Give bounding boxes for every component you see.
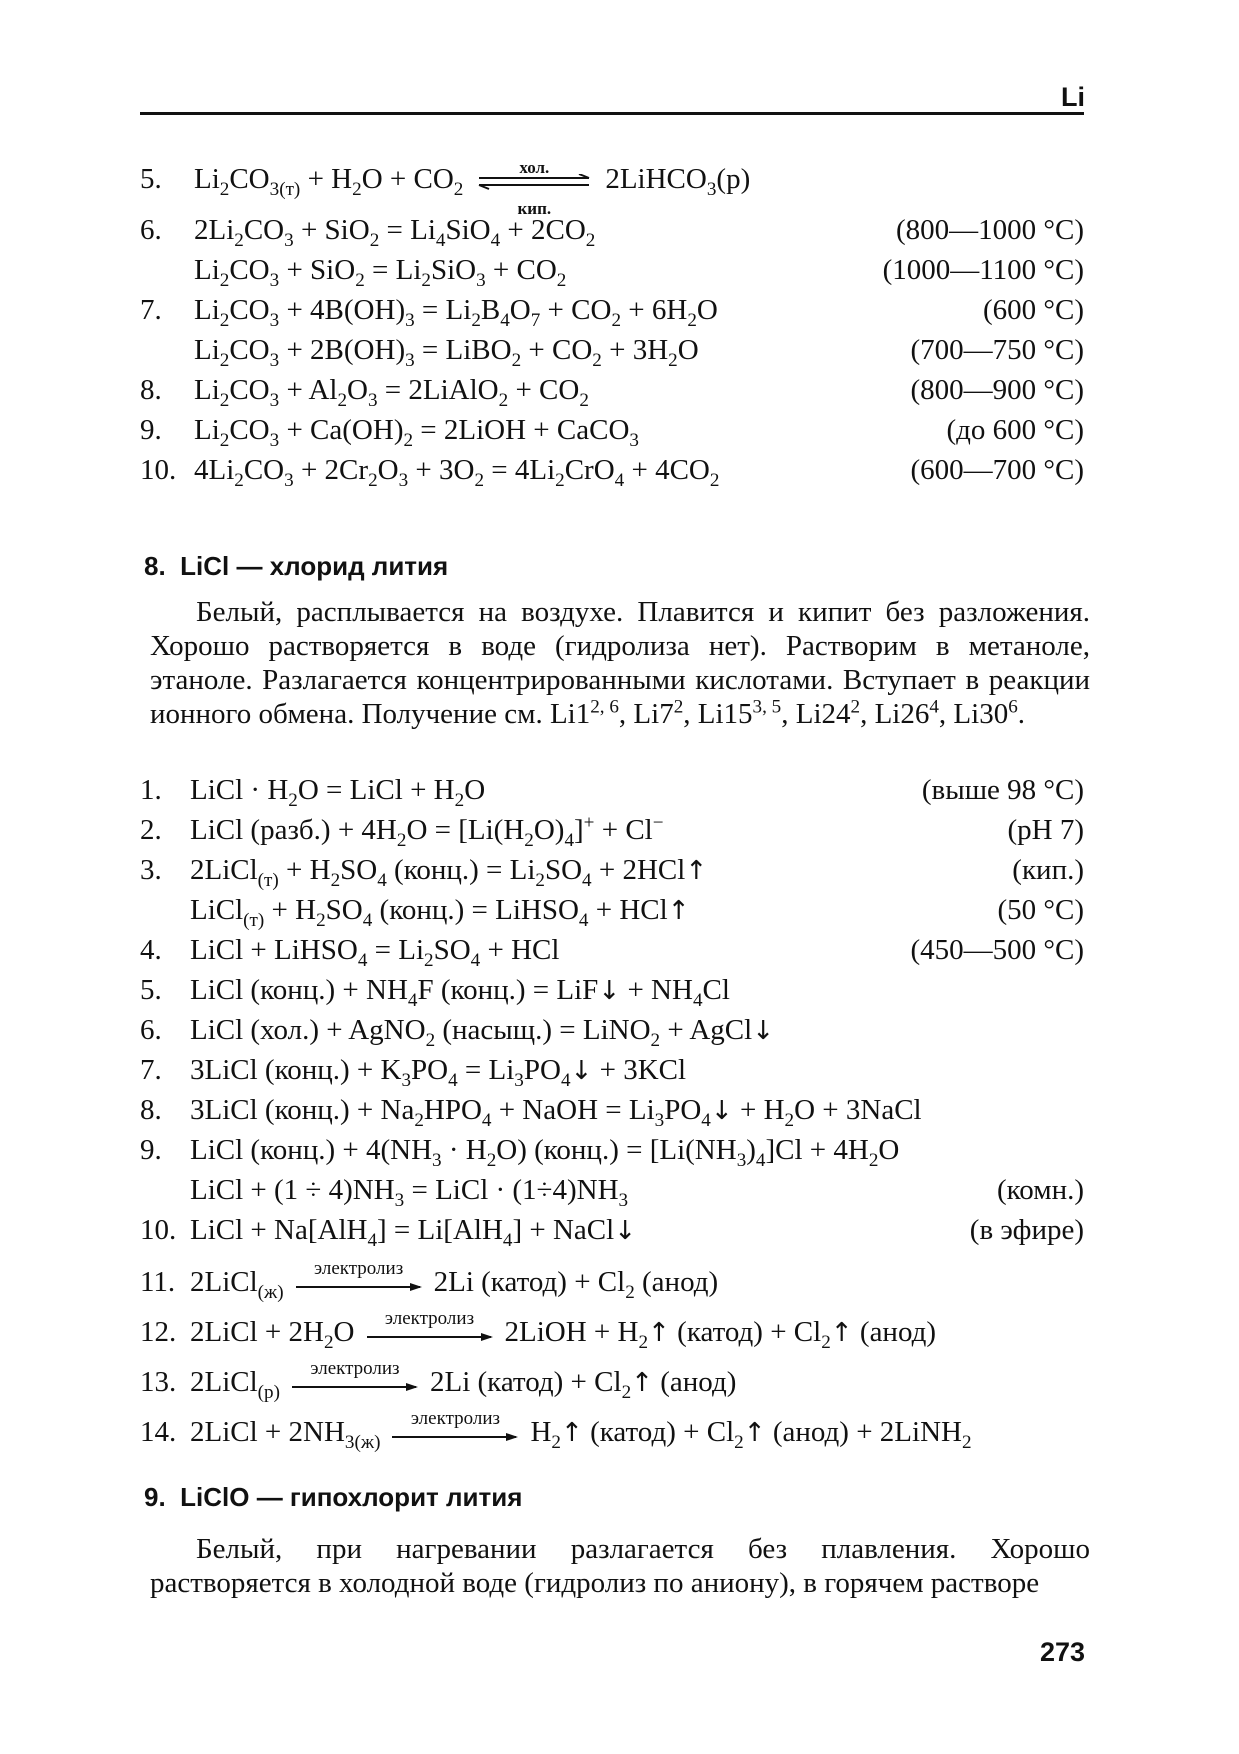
reaction-5: 5. LiCl (конц.) + $NH_4F$ (конц.) = LiF↓ + $NH_4Cl$ <box>140 970 1084 1010</box>
reaction-formula: $Li_2CO_3 + Al_2O_3$ = 2LiAlO$_2$ + $CO_2$ <box>194 374 589 411</box>
reaction-1: 1. LiCl · $H_2O$ = LiCl + $H_2O$ (выше 98 °C) <box>140 770 1084 810</box>
reaction-formula: 3LiCl (конц.) + $K_3PO_4$ = $Li_3PO_4↓ + 3KCl$ <box>190 1054 687 1091</box>
ref-link: Li7 <box>633 698 674 730</box>
reaction-9b <box>140 1170 1084 1210</box>
reaction-formula: LiCl (разб.) + $4H_2O = [Li(H_2O)_4]^+ + Cl^-$ <box>190 812 664 851</box>
reaction-2: 2. LiCl (разб.) + $4H_2O = [Li(H_2O)_4]^+ + Cl^-$ (pH 7) <box>140 810 1084 850</box>
reaction-formula: LiCl · $H_2O$ = LiCl + $H_2O$ <box>190 774 486 811</box>
section-8-description: Белый, расплывается на воздухе. Плавится и кипит без разложения. Хорошо растворяется в воде (гидролиза нет). Растворим в метаноле, этаноле. Разлагается концентрированными кислотами. Вступает в реакции ионного обмена. Получение см. Li1$^{2, 6}$, $Li7^2$, Li15$^{3, 5}$, $Li24^2$, $Li26^4$, $Li30^6$. <box>150 596 1090 730</box>
reaction-formula: $4Li_2CO_3 + 2Cr_2O_3 + 3O_2 = 4Li_2CrO_4 + 4CO_2$ <box>194 454 720 491</box>
reaction-condition: (50 °C) <box>997 894 1084 926</box>
reaction-9: 9. $Li_2CO_3 + Ca(OH)_2$ = 2LiOH + CaCO$_3$ (до 600 °C) <box>140 410 1084 450</box>
reaction-4: 4. LiCl + LiHSO$_4$ = $Li_2SO_4$ + HCl (450—500 °C) <box>140 930 1084 970</box>
electrolysis-arrow-icon: электролиз <box>294 1262 424 1306</box>
reaction-10: 10. $4Li_2CO_3 + 2Cr_2O_3 + 3O_2 = 4Li_2CrO_4 + 4CO_2$ (600—700 °C) <box>140 450 1084 490</box>
precipitate-arrow-icon: ↓ <box>598 976 621 1006</box>
reaction-formula: LiCl + $(1 \div 4)NH_3$ = LiCl · $(1\div 4)NH_3$ <box>190 1174 629 1211</box>
reaction-3: 3. 2LiCl$_{(т)}$ + $H_2SO_4$ (конц.) = $Li_2SO_4$ + 2HCl↑ (кип.) <box>140 850 1084 890</box>
reaction-12: 12. 2LiCl + $2H_2O$ электролиз 2LiOH + $H_2↑$ (катод) + $Cl_2↑$ (анод) <box>140 1304 1084 1354</box>
reaction-7b <box>140 330 1084 370</box>
gas-arrow-icon: ↑ <box>631 1368 653 1398</box>
header-rule <box>140 112 1084 115</box>
running-header: Li <box>1061 82 1085 112</box>
reaction-condition: (800—1000 °C) <box>895 214 1084 246</box>
electrolysis-arrow-icon: электролиз <box>290 1362 420 1406</box>
reaction-formula: 2LiCl + $2H_2O$ электролиз 2LiOH + $H_2↑$ (катод) + $Cl_2↑$ (анод) <box>190 1304 936 1361</box>
electrolysis-arrow-icon: электролиз <box>390 1412 520 1456</box>
ref-link: Li24 <box>795 698 851 730</box>
reaction-5: 5. $Li_2CO_{3(т)} + H_2O + CO_2$ хол. кип. 2LiHCO$_3$(р) <box>140 148 1084 210</box>
reaction-formula: 2LiCl + $2NH_{3(ж)}$ электролиз $H_2↑$ (катод) + $Cl_2↑$ (анод) + 2LiNH$_2$ <box>190 1404 972 1461</box>
reaction-formula: $Li_2CO_3 + 4B(OH)_3 = Li_2B_4O_7 + CO_2 + 6H_2O$ <box>194 294 718 331</box>
precipitate-arrow-icon: ↓ <box>752 1016 775 1046</box>
reaction-7: 7. $Li_2CO_3 + 4B(OH)_3 = Li_2B_4O_7 + CO_2 + 6H_2O$ (600 °C) <box>140 290 1084 330</box>
reaction-condition: (450—500 °C) <box>910 934 1084 966</box>
electrolysis-arrow-icon: электролиз <box>365 1312 495 1356</box>
reaction-formula: 2LiCl$_{(т)}$ + $H_2SO_4$ (конц.) = $Li_2SO_4$ + 2HCl↑ <box>190 854 708 891</box>
gas-arrow-icon: ↑ <box>830 1318 853 1348</box>
ref-link: Li1 <box>549 698 591 730</box>
reaction-3b <box>140 890 1084 930</box>
reaction-formula: $Li_2CO_3 + Ca(OH)_2$ = 2LiOH + CaCO$_3$ <box>194 414 639 451</box>
reaction-formula: $Li_2CO_3 + 2B(OH)_3$ = LiBO$_2$ + $CO_2 + 3H_2O$ <box>194 334 699 371</box>
reaction-condition: (выше 98 °C) <box>921 774 1084 806</box>
precipitate-arrow-icon: ↓ <box>710 1096 733 1126</box>
reaction-condition: (в эфире) <box>969 1214 1084 1246</box>
reaction-condition: (600 °C) <box>982 294 1084 326</box>
reaction-condition: (комн.) <box>997 1174 1084 1206</box>
reaction-formula: $Li_2CO_{3(т)} + H_2O + CO_2$ хол. кип. 2LiHCO$_3$(р) <box>194 158 751 219</box>
reaction-formula: 2LiCl$_{(р)}$ электролиз 2Li (катод) + $Cl_2↑$ (анод) <box>190 1354 736 1411</box>
page-number: 273 <box>1040 1637 1086 1667</box>
reaction-formula: $2Li_2CO_3 + SiO_2 = Li_4SiO_4 + 2CO_2$ <box>194 214 596 251</box>
reaction-formula: 2LiCl$_{(ж)}$ электролиз 2Li (катод) + $Cl_2$ (анод) <box>190 1254 718 1310</box>
reaction-condition: (800—900 °C) <box>910 374 1084 406</box>
licl-reactions <box>140 770 1084 1454</box>
reaction-formula: LiCl$_{(т)}$ + $H_2SO_4$ (конц.) = LiHSO$_4$ + HCl↑ <box>190 894 690 931</box>
reaction-condition: (кип.) <box>1012 854 1084 886</box>
reaction-condition: (700—750 °C) <box>910 334 1084 366</box>
reaction-13: 13. 2LiCl$_{(р)}$ электролиз 2Li (катод) + $Cl_2↑$ (анод) <box>140 1354 1084 1404</box>
reaction-10: 10. LiCl + Na[AlH$_4$] = Li[AlH$_4$] + NaCl↓ (в эфире) <box>140 1210 1084 1250</box>
reaction-9: 9. LiCl (конц.) + $4(NH_3 \cdot H_2O)$ (конц.) = $[Li(NH_3)_4]Cl + 4H_2O$ <box>140 1130 1084 1170</box>
reaction-8: 8. $Li_2CO_3 + Al_2O_3$ = 2LiAlO$_2$ + $CO_2$ (800—900 °C) <box>140 370 1084 410</box>
li2co3-reactions <box>140 148 1084 490</box>
section-8-heading: 8. LiCl — хлорид лития <box>144 551 449 581</box>
gas-arrow-icon: ↑ <box>743 1418 766 1448</box>
reaction-formula: LiCl (конц.) + $4(NH_3 \cdot H_2O)$ (конц.) = $[Li(NH_3)_4]Cl + 4H_2O$ <box>190 1134 900 1171</box>
reaction-condition: (1000—1100 °C) <box>882 254 1084 286</box>
reaction-11: 11. 2LiCl$_{(ж)}$ электролиз 2Li (катод) + $Cl_2$ (анод) <box>140 1254 1084 1304</box>
reaction-6b <box>140 250 1084 290</box>
reaction-6: 6. LiCl (хол.) + AgNO$_2$ (насыщ.) = LiNO$_2$ + AgCl↓ <box>140 1010 1084 1050</box>
ref-link: Li30 <box>953 698 1009 730</box>
gas-arrow-icon: ↑ <box>648 1318 670 1348</box>
reaction-8: 8. 3LiCl (конц.) + $Na_2HPO_4$ + NaOH = $Li_3PO_4↓ + H_2O$ + 3NaCl <box>140 1090 1084 1130</box>
reaction-formula: $Li_2CO_3 + SiO_2 = Li_2SiO_3 + CO_2$ <box>194 254 567 291</box>
ref-link: Li15 <box>697 698 753 730</box>
reaction-formula: LiCl (хол.) + AgNO$_2$ (насыщ.) = LiNO$_2$ + AgCl↓ <box>190 1014 775 1051</box>
reaction-7: 7. 3LiCl (конц.) + $K_3PO_4$ = $Li_3PO_4↓ + 3KCl$ <box>140 1050 1084 1090</box>
gas-arrow-icon: ↑ <box>685 856 708 886</box>
reaction-formula: LiCl + LiHSO$_4$ = $Li_2SO_4$ + HCl <box>190 934 560 971</box>
equilibrium-arrow-icon: хол. кип. <box>475 161 593 201</box>
reaction-6: 6. $2Li_2CO_3 + SiO_2 = Li_4SiO_4 + 2CO_2$ (800—1000 °C) <box>140 210 1084 250</box>
precipitate-arrow-icon: ↓ <box>614 1216 637 1246</box>
reaction-condition: (pH 7) <box>1007 814 1084 846</box>
ref-link: Li26 <box>874 698 930 730</box>
reaction-formula: LiCl + Na[AlH$_4$] = Li[AlH$_4$] + NaCl↓ <box>190 1214 637 1251</box>
reaction-formula: LiCl (конц.) + $NH_4F$ (конц.) = LiF↓ + $NH_4Cl$ <box>190 974 730 1011</box>
reaction-14: 14. 2LiCl + $2NH_{3(ж)}$ электролиз $H_2↑$ (катод) + $Cl_2↑$ (анод) + 2LiNH$_2$ <box>140 1404 1084 1454</box>
reaction-formula: 3LiCl (конц.) + $Na_2HPO_4$ + NaOH = $Li_3PO_4↓ + H_2O$ + 3NaCl <box>190 1094 922 1131</box>
gas-arrow-icon: ↑ <box>560 1418 583 1448</box>
reaction-condition: (до 600 °C) <box>946 414 1084 446</box>
gas-arrow-icon: ↑ <box>667 896 690 926</box>
section-9-heading: 9. LiClO — гипохлорит лития <box>144 1482 523 1512</box>
reaction-condition: (600—700 °C) <box>910 454 1084 486</box>
section-9-description: Белый, при нагревании разлагается без плавления. Хорошо растворяется в холодной воде (гидролиз по аниону), в горячем растворе <box>150 1533 1090 1599</box>
precipitate-arrow-icon: ↓ <box>570 1056 593 1086</box>
